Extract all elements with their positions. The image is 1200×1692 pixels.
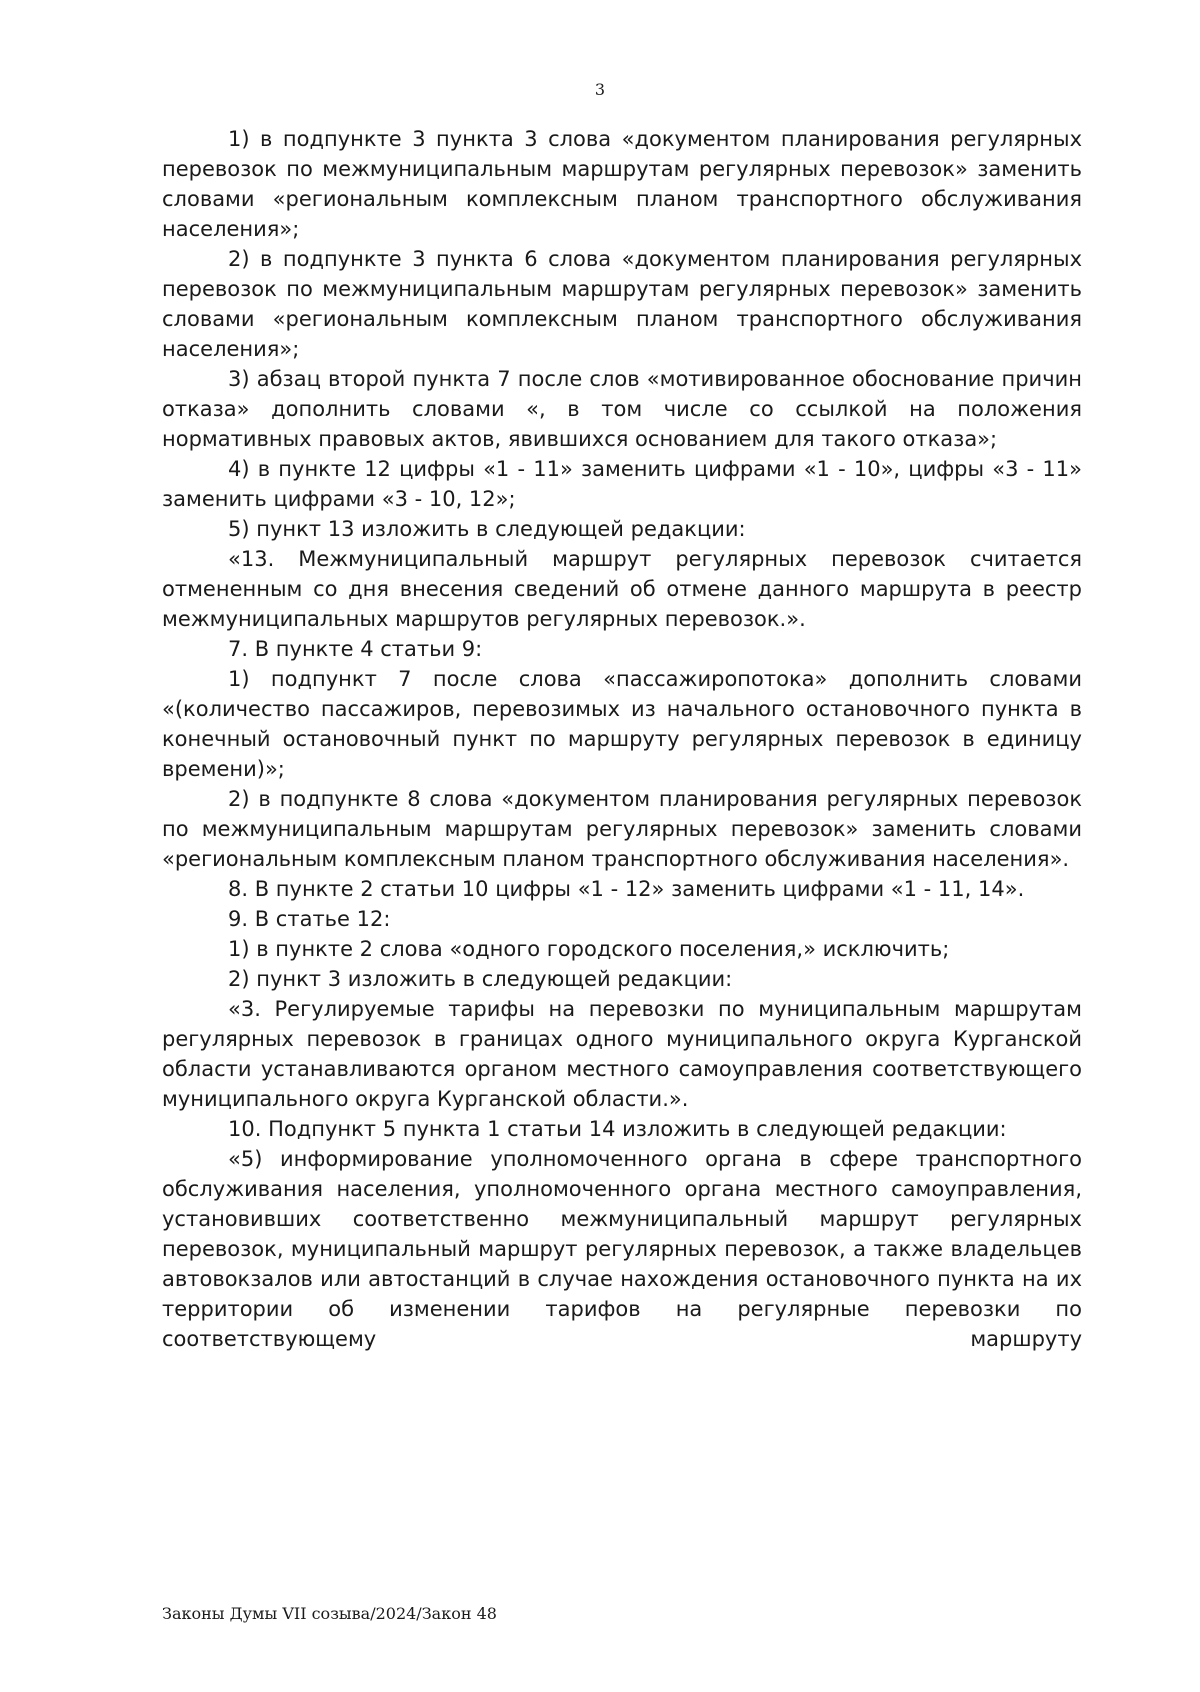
paragraph: 10. Подпункт 5 пункта 1 статьи 14 изложить в следующей редакции: (228, 1117, 1007, 1141)
paragraph: 3) абзац второй пункта 7 после слов «мотивированное обоснование причин отказа» дополнить словами «, в том числе со ссылкой на положения нормативных правовых актов, явившихся основанием для такого отказа»; (162, 367, 1082, 451)
paragraph: 7. В пункте 4 статьи 9: (228, 637, 483, 661)
paragraph: 1) подпункт 7 после слова «пассажиропотока» дополнить словами «(количество пассажиров, перевозимых из начального остановочного пункта в конечный остановочный пункт по маршруту регулярных перевозок в единицу времени)»; (162, 667, 1082, 781)
paragraph: «5) информирование уполномоченного органа в сфере транспортного обслуживания населения, уполномоченного органа местного самоуправления, установивших соответственно межмуниципальный маршрут регулярных перевозок, муниципальный маршрут регулярных перевозок, а также владельцев автовокзалов или автостанций в случае нахождения остановочного пункта на их территории об изменении тарифов на регулярные перевозки по соответствующему маршруту (162, 1147, 1082, 1351)
paragraph: 5) пункт 13 изложить в следующей редакции: (228, 517, 746, 541)
paragraph: «3. Регулируемые тарифы на перевозки по муниципальным маршрутам регулярных перевозок в границах одного муниципального округа Курганской области устанавливаются органом местного самоуправления соответствующего муниципального округа Курганской области.». (162, 997, 1082, 1111)
document-footer: Законы Думы VII созыва/2024/Закон 48 (162, 1604, 497, 1623)
paragraph: 2) в подпункте 8 слова «документом планирования регулярных перевозок по межмуниципальным маршрутам регулярных перевозок» заменить словами «региональным комплексным планом транспортного обслуживания населения». (162, 787, 1082, 871)
paragraph: 2) пункт 3 изложить в следующей редакции: (228, 967, 733, 991)
paragraph: «13. Межмуниципальный маршрут регулярных перевозок считается отмененным со дня внесения сведений об отмене данного маршрута в реестр межмуниципальных маршрутов регулярных перевозок.». (162, 547, 1082, 631)
paragraph: 4) в пункте 12 цифры «1 - 11» заменить цифрами «1 - 10», цифры «3 - 11» заменить цифрами «3 - 10, 12»; (162, 457, 1082, 511)
paragraph: 9. В статье 12: (228, 907, 391, 931)
page-number: 3 (594, 80, 606, 99)
paragraph: 2) в подпункте 3 пункта 6 слова «документом планирования регулярных перевозок по межмуниципальным маршрутам регулярных перевозок» заменить словами «региональным комплексным планом транспортного обслуживания населения»; (162, 247, 1082, 361)
paragraph: 1) в пункте 2 слова «одного городского поселения,» исключить; (228, 937, 950, 961)
document-body (162, 124, 1082, 1354)
paragraph: 1) в подпункте 3 пункта 3 слова «документом планирования регулярных перевозок по межмуниципальным маршрутам регулярных перевозок» заменить словами «региональным комплексным планом транспортного обслуживания населения»; (162, 127, 1082, 241)
paragraph: 8. В пункте 2 статьи 10 цифры «1 - 12» заменить цифрами «1 - 11, 14». (228, 877, 1025, 901)
